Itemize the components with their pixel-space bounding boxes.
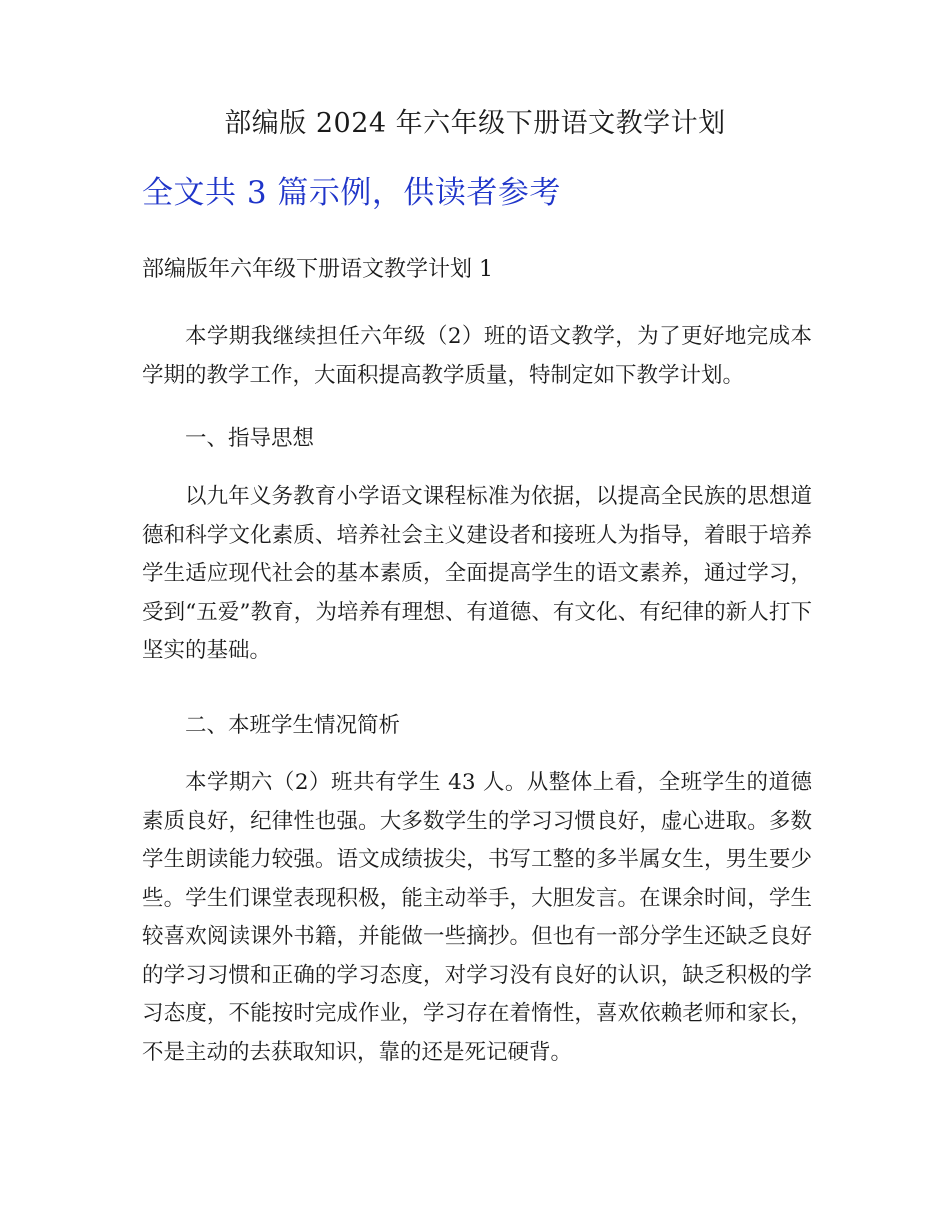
document-title: 部编版 2024 年六年级下册语文教学计划 xyxy=(224,108,726,139)
document-subtitle: 全文共 3 篇示例，供读者参考 xyxy=(142,175,561,211)
intro-paragraph: 本学期我继续担任六年级（2）班的语文教学，为了更好地完成本学期的教学工作，大面积提高教学质量，特制定如下教学计划。 xyxy=(142,324,812,388)
heading-class-analysis: 二、本班学生情况简析 xyxy=(185,713,401,738)
guiding-ideology-paragraph: 以九年义务教育小学语文课程标准为依据，以提高全民族的思想道德和科学文化素质、培养社会主义建设者和接班人为指导，着眼于培养学生适应现代社会的基本素质，全面提高学生的语文素养，通过学习，受到“五爱”教育，为培养有理想、有道德、有文化、有纪律的新人打下坚实的基础。 xyxy=(142,484,812,663)
class-analysis-paragraph: 本学期六（2）班共有学生 43 人。从整体上看，全班学生的道德素质良好，纪律性也强。大多数学生的学习习惯良好，虚心进取。多数学生朗读能力较强。语文成绩拔尖，书写工整的多半属女生，男生要少些。学生们课堂表现积极，能主动举手，大胆发言。在课余时间，学生较喜欢阅读课外书籍，并能做一些摘抄。但也有一部分学生还缺乏良好的学习习惯和正确的学习态度，对学习没有良好的认识，缺乏积极的学习态度，不能按时完成作业，学习存在着惰性，喜欢依赖老师和家长，不是主动的去获取知识，靠的还是死记硬背。 xyxy=(142,770,812,1065)
heading-guiding-ideology: 一、指导思想 xyxy=(185,426,315,451)
section-title: 部编版年六年级下册语文教学计划 1 xyxy=(142,257,493,282)
